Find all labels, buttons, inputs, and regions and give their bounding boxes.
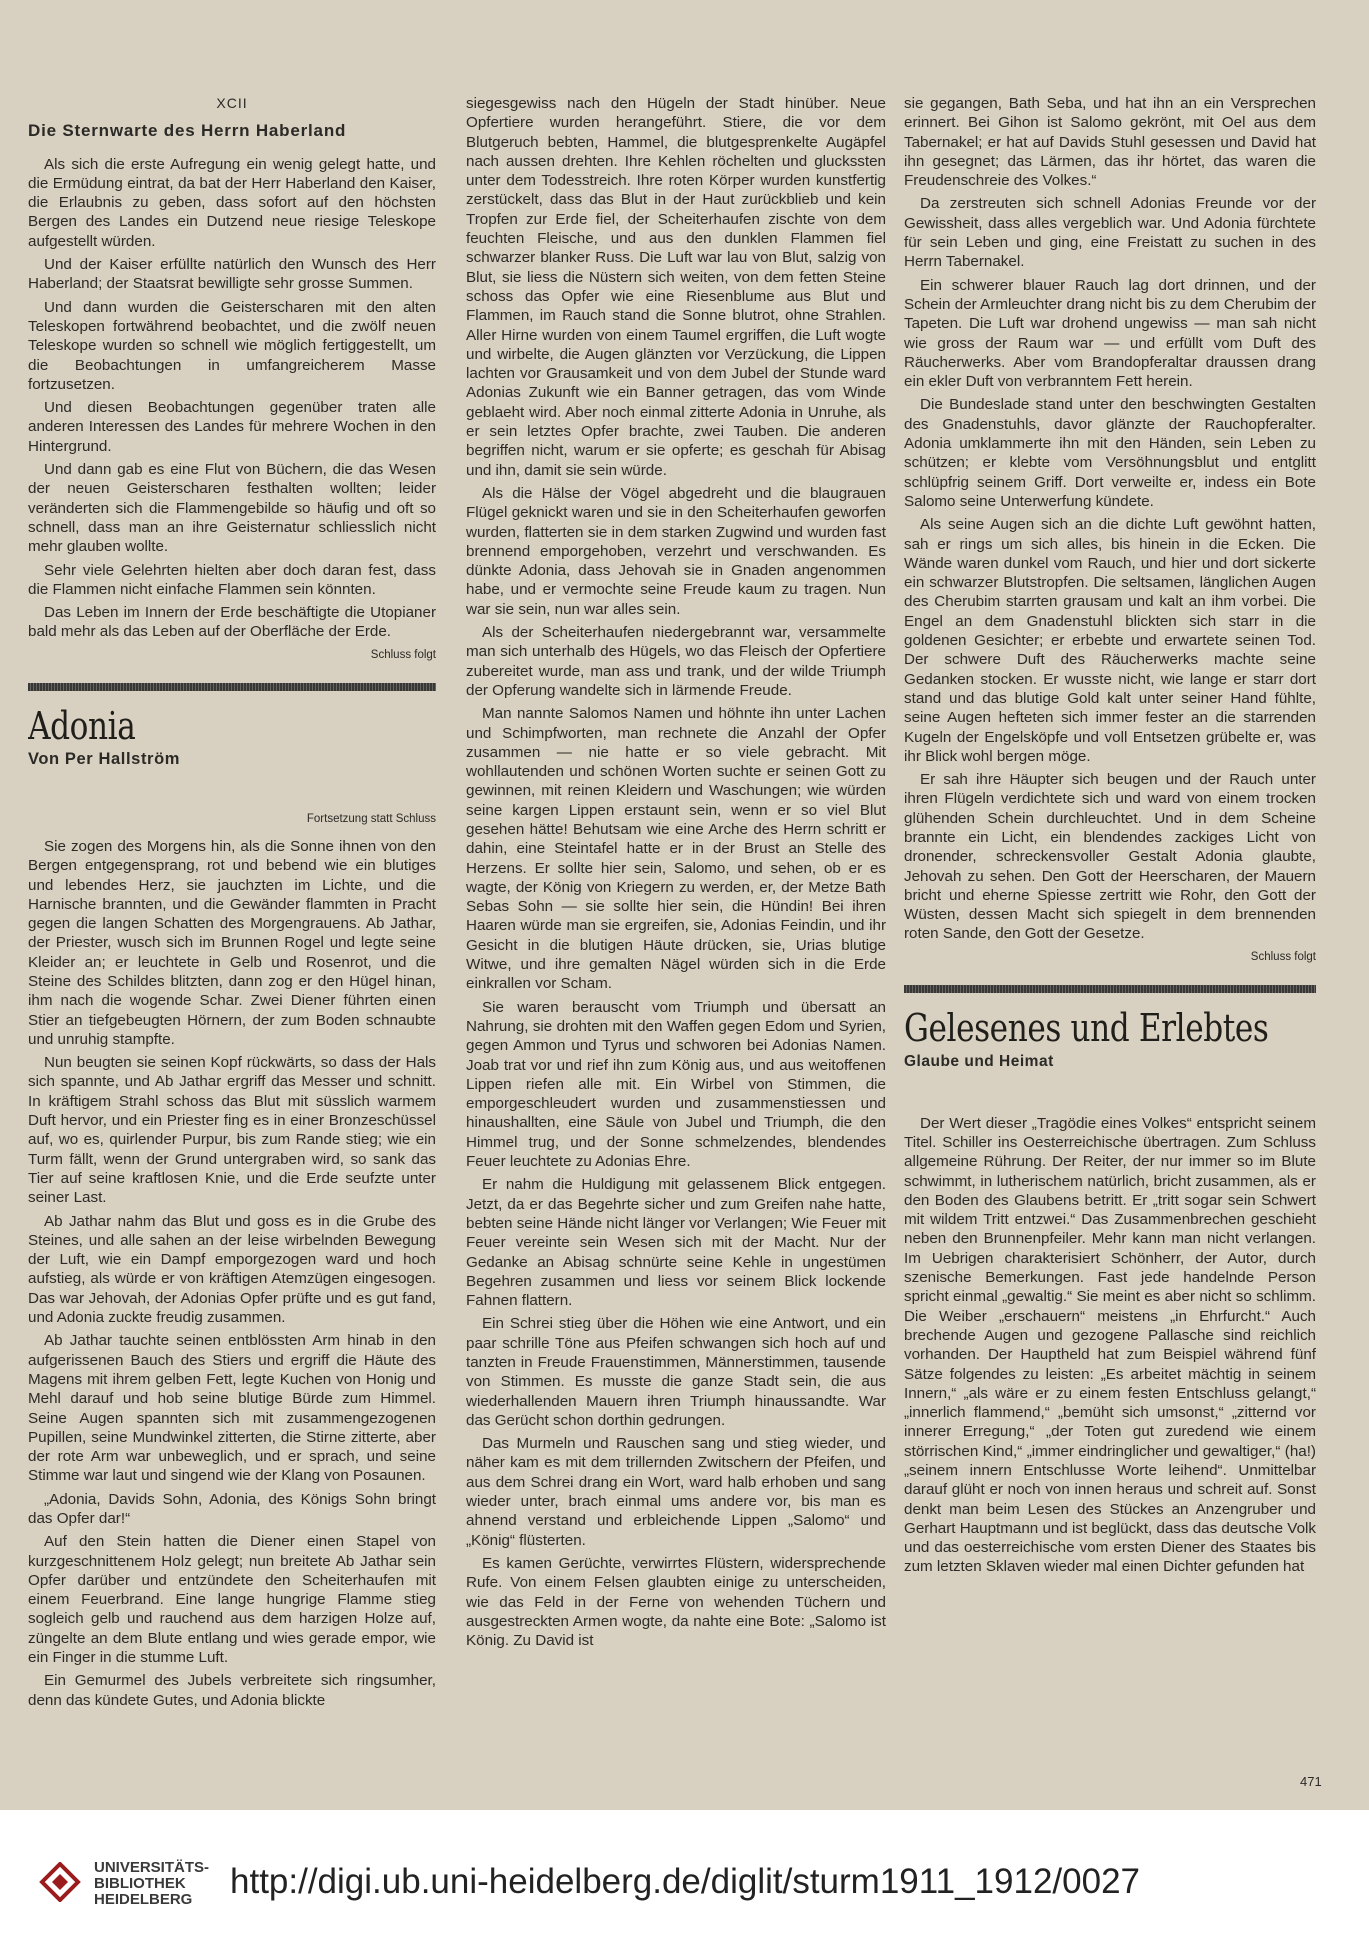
paragraph: Ein schwerer blauer Rauch lag dort drinnen, und der Schein der Armleuchter drang nicht bis zu dem Cherubim der Tapeten. Die Luft war drohend ungewiss — man sah nicht wie gross der Raum war — und erfüllt vom Duft des Räucherwerks. Aber vom Brandopferaltar draussen drang ein ekler Duft von verbranntem Fett herein. (904, 276, 1316, 391)
column-middle (466, 94, 886, 1794)
paragraph: Die Bundeslade stand unter den beschwingten Gestalten des Gnadenstuhls, davor glänzte der Rauchopferalter. Adonia umklammerte ihn mit den Händen, sein Leben zu schützen; er klebte vom Versöhnungsblut und entglitt schlüpfrig seinem Griff. Dort verweilte er, indess ein Bote Salomo seine Unterwerfung kündete. (904, 396, 1316, 510)
paragraph: Sie zogen des Morgens hin, als die Sonne ihnen von den Bergen entgegensprang, rot und bebend wie ein blutiges und lebendes Herz, sie jauchzten im Lichte, und die Harnische brannten, und die Gewänder flammten in Pracht gegen die langen Schatten des Morgengrauens. Ab Jathar, der Priester, wusch sich im Brunnen Rogel und legte seine Kleider an; er leuchtete in Gelb und Rosenrot, und die Steine des Schildes blitzten, dann zog er den Hügel hinan, ihm nach die wogende Schar. Zwei Diener führten einen Stier an tiefgebeugten Hörnern, der zum Boden schnaubte und unruhig stampfte. (28, 837, 436, 1048)
library-footer (0, 1810, 1369, 1949)
paragraph: Es kamen Gerüchte, verwirrtes Flüstern, widersprechende Rufe. Von einem Felsen glaubten einige zu unterscheiden, wie das Feld in der Ferne von wehenden Tüchern und ausgestreckten Armen wogte, da nahte eine Bote: „Salomo ist König. Zu David ist (466, 1554, 886, 1650)
paragraph: Und dann gab es eine Flut von Büchern, die das Wesen der neuen Geisterscharen festhalten wollten; leider veränderten sich die Flammengebilde so häufig und oft so schnell, dass man an ihre Geisternatur schliesslich nicht mehr glauben wollte. (28, 461, 436, 556)
paragraph: Und dann wurden die Geisterscharen mit den alten Teleskopen fortwährend beobachtet, und die zwölf neuen Teleskope wurden so schnell wie möglich fertiggestellt, um die Beobachtungen in umfangreicherem Masse fortzusetzen. (28, 298, 436, 393)
paragraph: „Adonia, Davids Sohn, Adonia, des Königs Sohn bringt das Opfer dar!“ (28, 1490, 436, 1527)
continuation-note: Fortsetzung statt Schluss (306, 812, 436, 825)
paragraph: Ein Schrei stieg über die Höhen wie eine Antwort, und ein paar schrille Töne aus Pfeifen schwangen sich hoch auf und tanzten in Freude Frauenstimmen, Männerstimmen, tausende von Stimmen. Es musste die ganze Stadt sein, die aus wiederhallenden Mauern ihren Triumph hinaussandte. War das Gerücht schon dorthin gedrungen. (466, 1315, 886, 1429)
paragraph: Als seine Augen sich an die dichte Luft gewöhnt hatten, sah er rings um sich alles, bis hinein in die Ecken. Die Wände waren dunkel vom Rauch, und hier und dort sickerte ein schwarzer Blutstropfen. Die seltsamen, länglichen Augen des Cherubim starrten grausam und kalt an ihm vorbei. Die Engel an dem Gnadenstuhl blickten sich starr in die goldenen Gesichter; er erbebte und erwartete seinen Tod. Der schwere Duft des Räucherwerks machte seine Gedanken stocken. Er wusste nicht, wie lange er starr dort stand und das blutige Gold kalt unter seiner Hand fühlte, seine Augen hefteten sich immer fester an die starrenden Kugeln der Engelsköpfe und voll Entsetzen grübelte er, was ihr Blick wohl bergen möge. (904, 516, 1316, 765)
divider-rule (904, 985, 1316, 993)
paragraph: Auf den Stein hatten die Diener einen Stapel von kurzgeschnittenem Holz gelegt; nun breitete Ab Jathar sein Opfer darüber und entzündete den Scheiterhaufen mit einem Feuerbrand. Eine lange hungrige Flamme stieg sogleich gelb und rauchend aus dem harzigen Holze auf, züngelte an dem Blute entlang und wies gerade empor, wie ein Finger in die stumme Luft. (28, 1533, 436, 1667)
paragraph: Sie waren berauscht vom Triumph und übersatt an Nahrung, sie drohten mit den Waffen gegen Edom und Syrien, gegen Ammon und Tyrus und schworen bei Adonias Namen. Joab trat vor und rief ihn zum König aus, und aus weitoffenen Lippen riefen alle mit. Ein Wirbel von Stimmen, die emporgeschleudert wurden und zusammenstiessen und hinaushallten, eine Säule von Jubel und Triumph, die den Himmel trug, und der Sonne schmelzendes, blendendes Feuer leuchtete zu Adonias Ehre. (466, 998, 886, 1171)
library-name: UNIVERSITÄTS- BIBLIOTHEK HEIDELBERG (94, 1859, 210, 1908)
paragraph: Als sich die erste Aufregung ein wenig gelegt hatte, und die Ermüdung eintrat, da bat der Herr Haberland den Kaiser, die Erlaubnis zu geben, dass sofort auf den höchsten Bergen des Landes ein Dutzend neue riesige Teleskope aufgestellt würden. (28, 155, 436, 250)
paragraph: Er nahm die Huldigung mit gelassenem Blick entgegen. Jetzt, da er das Begehrte sicher und zum Greifen nahe hatte, bebten seine Hände nicht länger vor Verlangen; Wie Feuer mit Feuer vereinte sein Wesen sich mit der Macht. Nur der Gedanke an Abisag schnürte seine Kehle in ungestümen Begehren zusammen und liess vor seinem Blick lockende Fahnen flattern. (466, 1176, 886, 1310)
paragraph: Und der Kaiser erfüllte natürlich den Wunsch des Herr Haberland; der Staatsrat bewilligte sehr grosse Summen. (28, 256, 436, 293)
section-title: Die Sternwarte des Herrn Haberland (28, 121, 347, 141)
article-title: Adonia (28, 704, 136, 749)
continued-note: Schluss folgt (1250, 950, 1316, 963)
divider-rule (28, 683, 436, 691)
article-subheading: Glaube und Heimat (904, 1053, 1054, 1071)
paragraph: Nun beugten sie seinen Kopf rückwärts, so dass der Hals sich spannte, und Ab Jathar ergriff das Messer und schnitt. In kräftigem Strahl schoss das Blut mit süsslich warmem Duft hervor, und ein Priester fing es in einer Bronzeschüssel auf, wo es, quirlender Purpur, bis zum Rande stieg; wie ein Turm fällt, wenn der Grund untergraben wird, so sank das Tier auf seine kraftlosen Knie, und die Erde seufzte unter seiner Last. (28, 1054, 436, 1207)
paragraph: Ab Jathar nahm das Blut und goss es in die Grube des Steines, und alle sahen an der leise wirbelnden Bewegung der Luft, wie ein Dampf emporgezogen ward und hoch aufstieg, als würde er von kräftigen Atemzügen eingesogen. Das war Jehovah, der Adonias Opfer prüfte und es gut fand, und Adonia zuckte freudig zusammen. (28, 1212, 436, 1327)
paragraph: Der Wert dieser „Tragödie eines Volkes“ entspricht seinem Titel. Schiller ins Oesterreichische übertragen. Zum Schluss allgemeine Rührung. Der Reiter, der nur immer so im Blute schwimmt, in lutherischem natürlich, bricht zusammen, als er den Boden des Glaubens betritt. Er „tritt sogar sein Schwert mit wildem Tritt entzwei.“ Das Zusammenbrechen geschieht neben den Brunnenpfeiler. Mehr kann man nicht verlangen. Im Uebrigen charakterisiert Schönherr, der Autor, durch szenische Bemerkungen. Fast jede handelnde Person spricht einmal „gewaltig.“ Sie meint es aber nicht so schlimm. Die Weiber „erschauern“ meistens „in Ehrfurcht.“ Auch brechende Augen und gezogene Pallasche sind reichlich vorhanden. Der Hauptheld hat zum Beispiel während fünf Sätze folgendes zu leisten: „Es arbeitet mächtig in seinem Innern,“ „als wäre er zu einem festen Entschluss gelangt,“ „innerlich flammend,“ „bemüht sich umsonst,“ „zitternd vor innerer Erregung,“ „der Toten gut zuredend wie einem störrischen Kind,“ „immer eindringlicher und gewaltiger,“ (ha!) „seinem innern Entschlusse Worte leihend“. Unmittelbar darauf glüht er noch von innen heraus und schreit auf. Sonst denkt man beim Lesen des Stückes an Anzengruber und Gerhart Hauptmann und ist beglückt, dass das deutsche Volk und das oesterreichische vom ersten Diener des Staates bis zum letzten Sklaven wieder mal einen Dichter gefunden hat (904, 1114, 1316, 1576)
paragraph: Als der Scheiterhaufen niedergebrannt war, versammelte man sich unterhalb des Hügels, wo das Fleisch der Opfertiere zubereitet wurde, man ass und trank, und der wilde Triumph der Opferung wandelte sich in lärmende Freude. (466, 624, 886, 699)
paragraph: Er sah ihre Häupter sich beugen und der Rauch unter ihren Flügeln verdichtete sich und ward von einem trocken glühenden Schein durchleuchtet. Und in dem Scheine brannte ein Licht, ein blendendes zackiges Licht von dronender, schreckensvoller Gestalt Adonia glaubte, Jehovah zu sehen. Den Gott der Heerscharen, der Mauern bricht und eherne Spiesse zertritt wie Rohr, den Gott der Wüsten, dessen Macht sich spiegelt in dem brennenden roten Sande, den Gott der Gesetze. (904, 771, 1316, 943)
paragraph: Da zerstreuten sich schnell Adonias Freunde vor der Gewissheit, dass alles vergeblich war. Und Adonia fürchtete für sein Leben und ging, eine Freistatt zu suchen in des Herrn Tabernakel. (904, 195, 1316, 271)
paragraph: Das Murmeln und Rauschen sang und stieg wieder, und näher kam es mit dem trillernden Zwitschern der Pfeifen, und aus dem Schrei drang ein Wort, ward halb erhoben und sang wieder unter, brach einmal ums andere vor, bis man es ahnend verstand und erbleichende Lippen „Salomo“ und „König“ flüsterten. (466, 1435, 886, 1549)
paragraph: sie gegangen, Bath Seba, und hat ihn an ein Versprechen erinnert. Bei Gihon ist Salomo gekrönt, mit Oel aus dem Tabernakel; er hat auf Davids Stuhl gesessen und David hat ihn gesegnet; das Lärmen, das ihr hörtet, das waren die Freudenschreie des Volkes.“ (904, 95, 1316, 190)
paragraph: Ein Gemurmel des Jubels verbreitete sich ringsumher, denn das kündete Gutes, und Adonia blickte (28, 1672, 436, 1709)
paragraph: Und diesen Beobachtungen gegenüber traten alle anderen Interessen des Landes für mehrere Wochen in den Hintergrund. (28, 399, 436, 455)
paragraph: siegesgewiss nach den Hügeln der Stadt hinüber. Neue Opfertiere wurden herangeführt. Stiere, die vor dem Blutgeruch bebten, Hammel, die blutgesprenkelte Augäpfel nach aussen drehten. Ihre Kehlen röchelten und gluckssten unter dem Todesstreich. Ihre roten Körper wurden kunstfertig zerstückelt, dass das Blut in der Haut zurückblieb und kein Tropfen zur Erde fiel, der Scheiterhaufen zischte von dem feuchten Fleische, und aus den dunklen Flammen fiel schwarzer blanker Russ. Die Luft war lau von Blut, salzig von Blut, sie liess die Nüstern sich weiten, von dem fetten Steine schoss das Opfer wie eine Riesenblume aus Blut und Flammen, im Rauch stand die Sonne blutrot, ohne Strahlen. Aller Hirne wurden von einem Taumel ergriffen, die Luft wogte und wirbelte, die Augen glänzten vor Verzückung, die Lippen lachten vor Grausamkeit und von dem Jubel der Stunde ward Adonias Zukunft wie ein Banner getragen, das vom Winde geblaeht wird. Aber noch einmal zitterte Adonia in Unruhe, als er sein letztes Opfer brachte, zwei Tauben. Die anderen begriffen nicht, warum er sie opferte; es geschah für Abisag und ihn, damit sie sein würde. (466, 95, 886, 479)
installment-number: XCII (216, 95, 248, 111)
section-title-large: Gelesenes und Erlebtes (904, 1006, 1269, 1051)
article-byline: Von Per Hallström (28, 750, 181, 769)
source-url-link[interactable]: http://digi.ub.uni-heidelberg.de/diglit/sturm1911_1912/0027 (230, 1862, 1140, 1901)
paragraph: Ab Jathar tauchte seinen entblössten Arm hinab in den aufgerissenen Bauch des Stiers und ergriff die Häute des Magens mit ihrem gelben Fett, legte Kuchen von Honig und Mehl darauf und hob seine blutige Bürde zum Himmel. Seine Augen spannten sich mit zusammengezogenen Pupillen, seine Mundwinkel zitterten, die Stirne zitterte, aber der rote Arm war unbeweglich, und er sprach, und seine Stimme war laut und singend wie der Klang von Posaunen. (28, 1332, 436, 1485)
paragraph: Das Leben im Innern der Erde beschäftigte die Utopianer bald mehr als das Leben auf der Oberfläche der Erde. (28, 604, 436, 641)
paragraph: Man nannte Salomos Namen und höhnte ihn unter Lachen und Schimpfworten, man rechnete die Anzahl der Opfer zusammen — nie hatte er so viele gebracht. Mit wohllautenden und schönen Worten suchte er seinen Gott zu gewinnen, mit reinen Kleidern und Waschungen; wie würden seine kargen Lippen erstaunt sein, wenn er so viel Blut gesehen hätte! Behutsam wie eine Arche des Herrn schritt er dahin, eine Steintafel hatte er in der Brust an Stelle des Herzens. Er sollte hier sein, Salomo, und sehen, ob er es wagte, der König von Kriegern zu werden, er, der Metze Bath Sebas Sohn — sie sollte hier sein, die Hündin! Bei ihren Haaren würde man sie ergreifen, sie, Adonias Feindin, und ihr Gesicht in die blutigen Häute drücken, sie, Urias blutige Witwe, und ihre gemalten Nägel würden sich in die Erde einkrallen vor Scham. (466, 705, 886, 993)
library-logo-icon (38, 1862, 82, 1902)
paragraph: Sehr viele Gelehrten hielten aber doch daran fest, dass die Flammen nicht einfache Flammen sein könnten. (28, 561, 436, 598)
continued-note: Schluss folgt (370, 648, 436, 661)
column-right (904, 94, 1316, 1794)
paragraph: Als die Hälse der Vögel abgedreht und die blaugrauen Flügel geknickt waren und sie in den Scheiterhaufen geworfen wurden, flatterten sie in dem starken Zugwind und wurden fast brennend emporgehoben, verzehrt und verschwanden. Es dünkte Adonia, dass Jehovah sie in Gnaden angenommen habe, und er vermochte seine Freude kaum zu tragen. Nun war sie sein, nun war alles sein. (466, 484, 886, 618)
column-left (28, 94, 436, 1794)
page-number: 471 (1300, 1774, 1322, 1789)
